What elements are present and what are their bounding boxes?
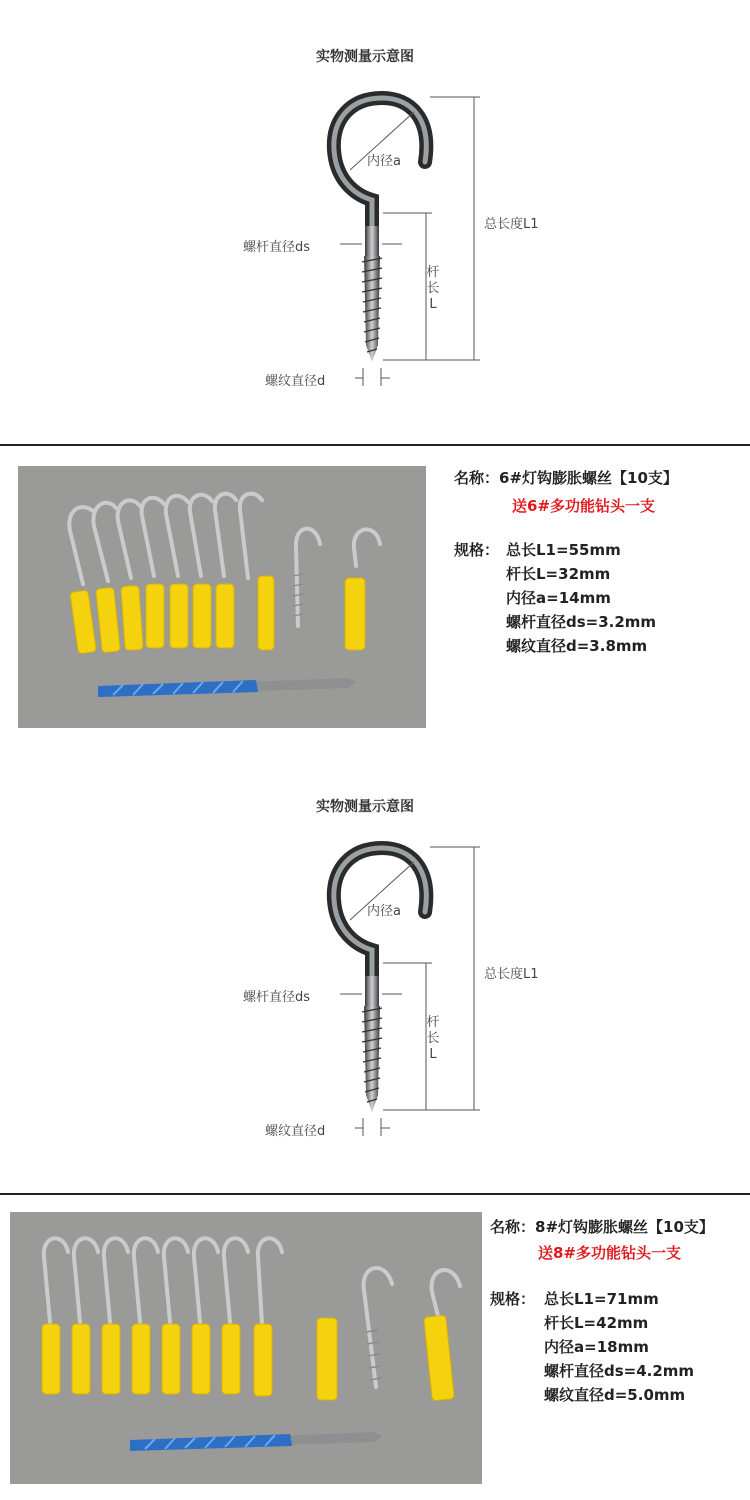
diagram-title: 实物测量示意图 — [316, 49, 414, 65]
shank-diameter-label: 螺杆直径ds — [243, 990, 311, 1005]
product-info-8 — [490, 1215, 748, 1415]
product-photo-6 — [18, 466, 426, 728]
measurement-diagram-2 — [0, 750, 750, 1190]
product-name: 6#灯钩膨胀螺丝【10支】 — [499, 469, 678, 487]
shank-length-char: L — [429, 297, 437, 312]
inner-diameter-label: 内径a — [367, 904, 401, 919]
product-photo-8 — [10, 1212, 482, 1484]
spec-label: 规格： — [490, 1290, 536, 1308]
inner-diameter-label: 内径a — [367, 154, 401, 169]
spec-shank-length: 杆长L=42mm — [544, 1314, 649, 1332]
spec-label: 规格： — [454, 541, 500, 559]
section-divider — [0, 1193, 750, 1195]
diagram-title: 实物测量示意图 — [316, 799, 414, 815]
spec-shank-diameter: 螺杆直径ds=4.2mm — [544, 1362, 695, 1380]
gift-text: 送6#多功能钻头一支 — [512, 497, 656, 515]
shank-length-char: 长 — [426, 1031, 440, 1046]
total-length-label: 总长度L1 — [484, 967, 539, 982]
shank-length-char: 杆 — [426, 1015, 440, 1030]
name-label: 名称： — [454, 469, 500, 487]
spec-inner-diameter: 内径a=14mm — [506, 589, 611, 607]
gift-text: 送8#多功能钻头一支 — [538, 1244, 682, 1262]
spec-shank-length: 杆长L=32mm — [506, 565, 611, 583]
thread-diameter-label: 螺纹直径d — [265, 1124, 326, 1139]
product-info-6 — [454, 466, 744, 666]
shank-length-label — [425, 1015, 441, 1063]
shank-length-char: 杆 — [426, 265, 440, 280]
shank-length-char: L — [429, 1047, 437, 1062]
product-name: 8#灯钩膨胀螺丝【10支】 — [535, 1218, 714, 1236]
spec-shank-diameter: 螺杆直径ds=3.2mm — [506, 613, 657, 631]
shank-diameter-label: 螺杆直径ds — [243, 240, 311, 255]
spec-thread-diameter: 螺纹直径d=5.0mm — [544, 1386, 686, 1404]
hook-diagram-graphic — [0, 750, 750, 1190]
shank-length-char: 长 — [426, 281, 440, 296]
hook-diagram-graphic — [0, 0, 750, 440]
thread-diameter-label: 螺纹直径d — [265, 374, 326, 389]
spec-thread-diameter: 螺纹直径d=3.8mm — [506, 637, 648, 655]
shank-length-label — [425, 265, 441, 313]
measurement-diagram-1 — [0, 0, 750, 440]
section-divider — [0, 444, 750, 446]
product-photo-graphic — [18, 466, 426, 728]
product-photo-graphic — [10, 1212, 482, 1484]
total-length-label: 总长度L1 — [484, 217, 539, 232]
spec-total-length: 总长L1=71mm — [544, 1290, 659, 1308]
name-label: 名称： — [490, 1218, 536, 1236]
spec-inner-diameter: 内径a=18mm — [544, 1338, 649, 1356]
spec-total-length: 总长L1=55mm — [506, 541, 621, 559]
